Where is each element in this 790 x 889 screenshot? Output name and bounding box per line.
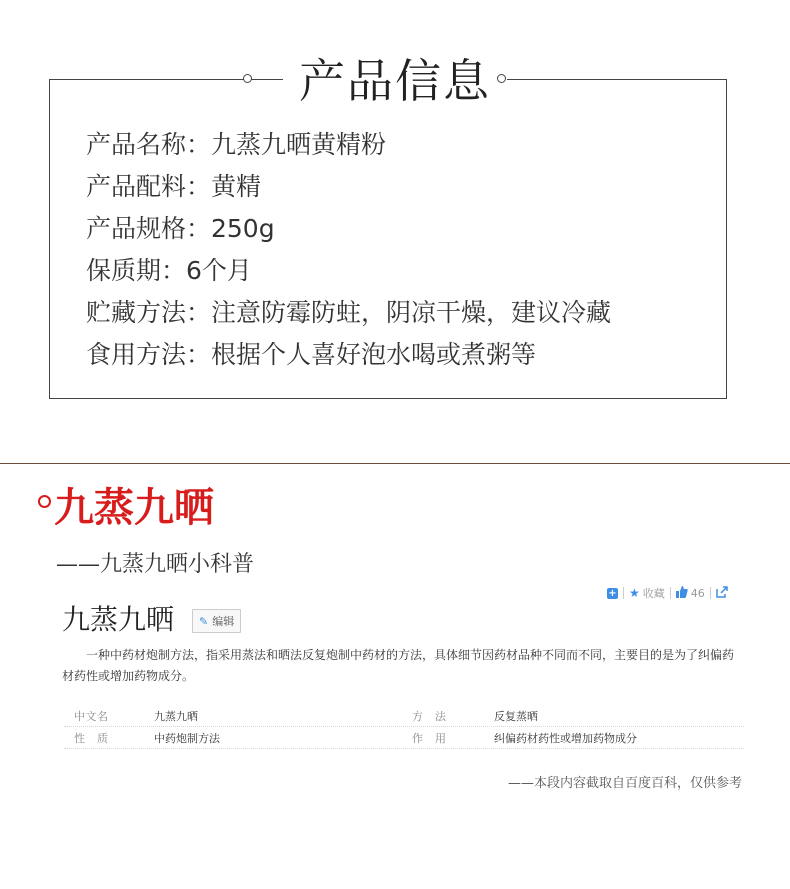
favorite-label[interactable]: 收藏 <box>642 587 665 600</box>
basic-info-row <box>64 726 744 749</box>
info-row-ingredients: 产品配料：黄精 <box>86 172 262 201</box>
product-info-title-wrap <box>0 54 790 108</box>
basic-info-row <box>64 704 744 727</box>
edit-label: 编辑 <box>212 615 235 628</box>
baike-summary: 一种中药材炮制方法，指采用蒸法和晒法反复炮制中药材的方法，具体细节因药材品种不同而不同，主要目的是为了纠偏药材药性或增加药物成分。 <box>62 648 735 683</box>
like-count[interactable]: 46 <box>690 586 705 600</box>
baike-entry-title: 九蒸九晒 <box>62 603 175 636</box>
basic-info-key: 方 法 <box>412 710 447 723</box>
share-icon[interactable] <box>716 586 728 601</box>
basic-info-value: 反复蒸晒 <box>494 710 538 723</box>
basic-info-key: 中文名 <box>74 710 109 723</box>
basic-info-value: 中药炮制方法 <box>154 732 220 745</box>
basic-info-key: 作 用 <box>412 732 447 745</box>
basic-info-value[interactable]: 九蒸九晒 <box>154 710 198 723</box>
toolbar-separator <box>670 587 671 599</box>
product-info-title: 产品信息 <box>283 54 507 108</box>
toolbar-separator <box>710 587 711 599</box>
add-icon[interactable]: + <box>608 587 617 599</box>
section-dot-icon <box>38 495 51 508</box>
science-subtitle: ——九蒸九晒小科普 <box>56 552 255 577</box>
science-title: 九蒸九晒 <box>54 484 214 531</box>
title-right-dot-icon <box>497 74 506 83</box>
title-left-dot-icon <box>243 74 252 83</box>
pencil-icon: ✎ <box>199 614 209 628</box>
info-row-shelf-life: 保质期：6个月 <box>86 256 252 285</box>
edit-button[interactable] <box>192 609 241 633</box>
info-row-spec: 产品规格：250g <box>86 214 275 243</box>
product-info-list <box>86 124 611 376</box>
thumbs-up-icon[interactable] <box>676 586 688 601</box>
toolbar-separator <box>623 587 624 599</box>
basic-info-value: 纠偏药材药性或增加药物成分 <box>494 732 637 745</box>
source-note: ——本段内容截取自百度百科，仅供参考 <box>507 776 742 791</box>
star-icon[interactable]: ★ <box>629 586 640 600</box>
baike-toolbar <box>607 585 731 601</box>
basic-info-key: 性 质 <box>74 732 109 745</box>
info-row-name: 产品名称：九蒸九晒黄精粉 <box>86 130 387 159</box>
section-divider <box>0 463 790 464</box>
info-row-storage: 贮藏方法：注意防霉防蛀，阴凉干燥，建议冷藏 <box>86 298 612 327</box>
info-row-usage: 食用方法：根据个人喜好泡水喝或煮粥等 <box>86 340 537 369</box>
